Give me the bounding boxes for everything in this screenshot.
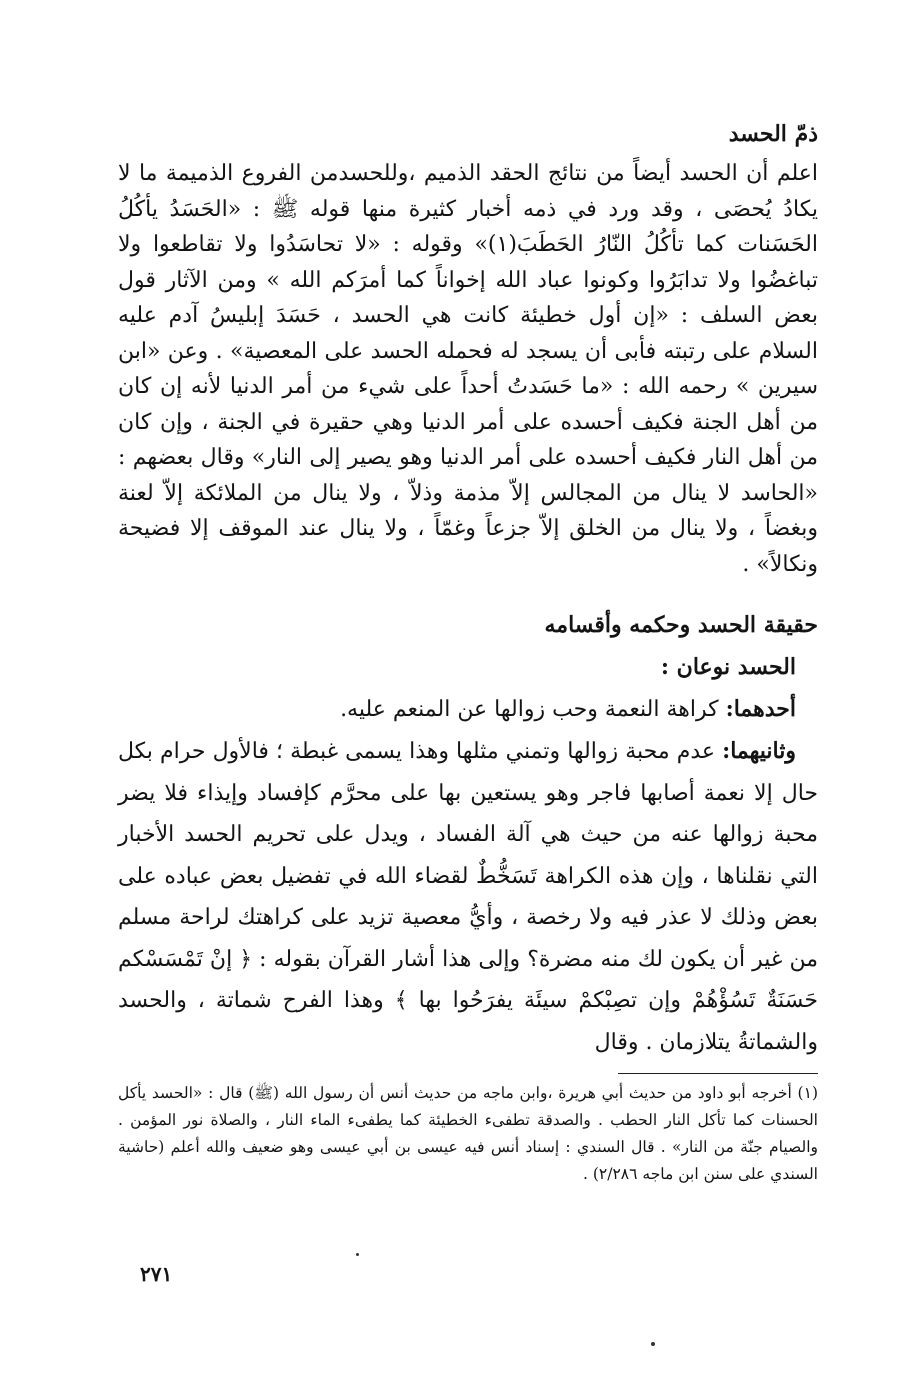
book-page	[118, 112, 818, 1332]
footnote-divider	[618, 1073, 818, 1074]
second-kind-paragraph	[118, 731, 818, 1063]
first-kind-text: كراهة النعمة وحب زوالها عن المنعم عليه.	[340, 697, 726, 722]
second-kind-label: وثانيهما:	[722, 738, 796, 764]
first-kind-label: أحدهما:	[725, 696, 796, 722]
kinds-label: الحسد نوعان :	[660, 654, 796, 680]
section-body: اعلم أن الحسد أيضاً من نتائج الحقد الذميم ،وللحسدمن الفروع الذميمة ما لا يكادُ يُحصَى ، وقد ورد في ذمه أخبار كثيرة منها قوله ﷺ : «الحَسَدُ يأكُلُ الحَسَنات كما تأكُلُ النّارُ الحَطَبَ(١)» وقوله : «لا تحاسَدُوا ولا تقاطعوا ولا تباغضُوا ولا تدابَرُوا وكونوا عباد الله إخواناً كما أمرَكم الله » ومن الآثار قول بعض السلف : «إن أول خطيئة كانت هي الحسد ، حَسَدَ إبليسُ آدم عليه السلام على رتبته فأبى أن يسجد له فحمله الحسد على المعصية» . وعن «ابن سيرين » رحمه الله : «ما حَسَدتُ أحداً على شيء من أمر الدنيا لأنه إن كان من أهل الجنة فكيف أحسده على أمر الدنيا وهي حقيرة في الجنة ، وإن كان من أهل النار فكيف أحسده على أمر الدنيا وهو يصير إلى النار» وقال بعضهم : «الحاسد لا ينال من المجالس إلاّ مذمة وذلاّ ، ولا ينال من الملائكة إلاّ لعنة وبغضاً ، ولا ينال من الخلق إلاّ جزعاً وغمّاً ، ولا ينال عند الموقف إلا فضيحة ونكالاً» .	[118, 161, 818, 577]
section-title: ذمّ الحسد	[728, 121, 818, 147]
scan-speck	[651, 1342, 655, 1346]
second-kind-text: عدم محبة زوالها وتمني مثلها وهذا يسمى غبطة ؛ فالأول حرام بكل حال إلا نعمة أصابها فاجر وهو يستعين بها على محرَّم كإفساد وإيذاء فلا يضر محبة زوالها عنه من حيث هي آلة الفساد ، ويدل على تحريم الحسد الأخبار التي نقلناها ، وإن هذه الكراهة تَسَخُّطٌ لقضاء الله في تفضيل بعض عباده على بعض وذلك لا عذر فيه ولا رخصة ، وأيُّ معصية تزيد على كراهتك لراحة مسلم من غير أن يكون لك منه مضرة؟ وإلى هذا أشار القرآن بقوله : ﴿ إنْ تَمْسَسْكم حَسَنَةٌ تَسُؤْهُمْ وإن تصِبْكمْ سيئَة يفرَحُوا بها ﴾ وهذا الفرح شماتة ، والحسد والشماتةُ يتلازمان . وقال	[118, 739, 819, 1055]
section-title-2: حقيقة الحسد وحكمه وأقسامه	[544, 612, 818, 638]
first-kind	[118, 688, 818, 731]
scan-speck	[356, 1253, 359, 1256]
footnote: (١) أخرجه أبو داود من حديث أبي هريرة ،وابن ماجه من حديث أنس أن رسول الله (ﷺ) قال : «الحسد يأكل الحسنات كما تأكل النار الحطب . والصدقة تطفىء الخطيئة كما يطفىء الماء النار ، والصلاة نور المؤمن . والصيام جنّة من النار» . قال السندي : إسناد أنس فيه عيسى بن أبي عيسى وهو ضعيف والله أعلم (حاشية السندي على سنن ابن ماجه ٢/٢٨٦) .	[118, 1084, 818, 1183]
page-number: ٢٧١	[140, 1262, 173, 1286]
